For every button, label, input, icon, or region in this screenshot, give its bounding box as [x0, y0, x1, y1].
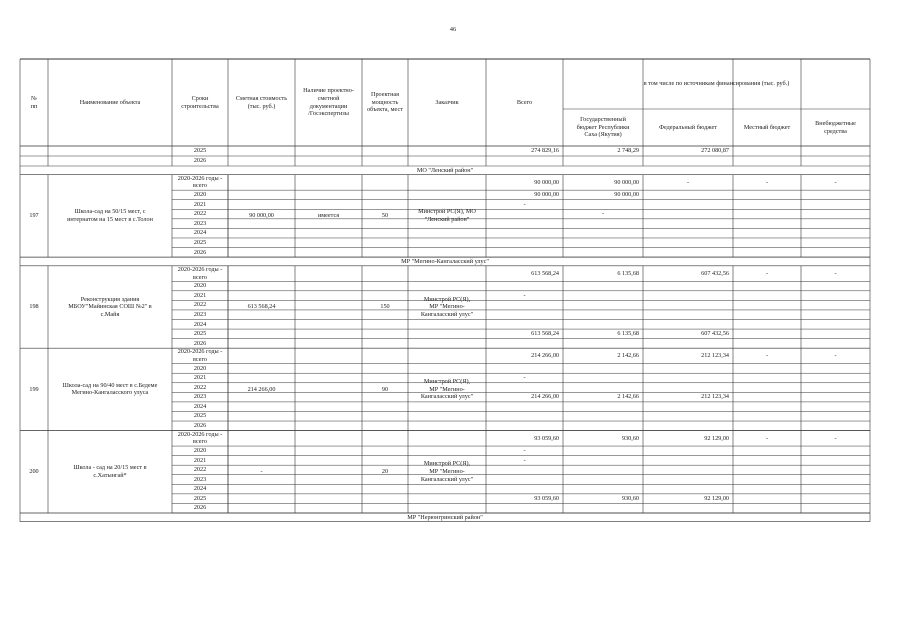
row-year: 2026	[193, 157, 207, 165]
object-docs	[295, 431, 362, 513]
row-federal-budget: 212 123,34	[701, 352, 729, 360]
row-state-budget	[563, 402, 643, 412]
row-local-budget	[733, 329, 801, 339]
row-state-budget	[563, 310, 643, 320]
row-total	[486, 465, 563, 475]
row-local-budget	[733, 364, 801, 374]
header-federal-budget: Федеральный бюджет	[659, 123, 717, 131]
object-docs	[295, 348, 362, 430]
object-name: Школа - сад на 20/15 мест в с.Хатынгай*	[73, 464, 147, 479]
header-cost: Сметная стоимость (тыс. руб.)	[235, 94, 288, 110]
row-state-budget	[563, 484, 643, 494]
row-local-budget	[733, 219, 801, 229]
row-federal-budget	[643, 156, 733, 166]
row-offbudget	[801, 291, 870, 301]
row-offbudget	[801, 146, 870, 156]
row-federal-budget	[643, 238, 733, 248]
object-number: 200	[29, 468, 39, 475]
row-federal-budget: 92 129,00	[704, 494, 729, 502]
row-offbudget	[801, 494, 870, 504]
row-federal-budget: 212 123,34	[701, 393, 729, 401]
row-local-budget	[733, 228, 801, 238]
row-federal-budget: 92 129,00	[704, 434, 729, 442]
row-offbudget	[801, 402, 870, 412]
row-total	[486, 238, 563, 248]
row-local-budget: -	[765, 178, 769, 186]
header-offbudget: Внебюджетные средства	[815, 119, 856, 135]
row-local-budget	[733, 421, 801, 431]
row-state-budget: 6 135,68	[617, 269, 639, 277]
row-year: 2025	[193, 494, 207, 502]
row-total	[486, 421, 563, 431]
object-customer: Минстрой РС(Я), МР "Мегино- Кангаласский улус"	[420, 460, 474, 483]
row-offbudget	[801, 248, 870, 258]
row-year: 2020-2026 годы - всего	[177, 430, 223, 446]
row-federal-budget	[643, 281, 733, 291]
page-number: 46	[449, 26, 457, 33]
row-total: 93 059,60	[534, 494, 559, 502]
row-local-budget	[733, 383, 801, 393]
row-federal-budget	[643, 484, 733, 494]
row-federal-budget	[643, 320, 733, 330]
row-total: 613 568,24	[531, 269, 559, 277]
row-federal-budget	[643, 200, 733, 210]
row-state-budget	[563, 339, 643, 349]
row-total	[486, 411, 563, 421]
row-offbudget	[801, 503, 870, 513]
row-total	[486, 228, 563, 238]
row-offbudget	[801, 364, 870, 374]
row-local-budget	[733, 484, 801, 494]
row-local-budget	[733, 339, 801, 349]
row-total	[486, 248, 563, 258]
row-state-budget	[563, 219, 643, 229]
row-offbudget: -	[834, 269, 837, 277]
row-federal-budget	[643, 310, 733, 320]
row-offbudget	[801, 238, 870, 248]
header-local-budget: Местный бюджет	[743, 123, 791, 131]
object-docs: имеется	[317, 212, 340, 220]
row-year: 2022	[193, 210, 207, 218]
row-offbudget	[801, 209, 870, 219]
row-offbudget	[801, 475, 870, 485]
section-title: МР "Мегино-Кангаласский улус"	[401, 257, 489, 265]
row-state-budget	[563, 456, 643, 466]
row-offbudget	[801, 310, 870, 320]
row-local-budget	[733, 475, 801, 485]
row-year: 2026	[193, 422, 207, 430]
row-state-budget	[563, 248, 643, 258]
row-federal-budget	[643, 475, 733, 485]
object-name: Школа-сад на 50/15 мест, с интернатом на 15 мест в с.Толон	[67, 208, 153, 223]
row-state-budget	[563, 281, 643, 291]
row-year: 2022	[193, 466, 207, 474]
row-total	[486, 475, 563, 485]
row-year: 2025	[193, 330, 207, 338]
row-local-budget	[733, 209, 801, 219]
row-total: 214 266,00	[531, 393, 559, 401]
row-total	[486, 156, 563, 166]
row-year: 2024	[193, 485, 207, 493]
row-local-budget	[733, 300, 801, 310]
row-offbudget: -	[834, 352, 837, 360]
row-year: 2026	[193, 248, 207, 256]
row-federal-budget	[643, 411, 733, 421]
row-state-budget	[563, 156, 643, 166]
row-offbudget	[801, 484, 870, 494]
row-offbudget	[801, 421, 870, 431]
row-federal-budget	[643, 219, 733, 229]
row-local-budget	[733, 200, 801, 210]
row-state-budget	[563, 200, 643, 210]
row-federal-budget	[643, 446, 733, 456]
row-offbudget	[801, 320, 870, 330]
row-total	[486, 484, 563, 494]
row-federal-budget: 272 080,87	[701, 147, 729, 155]
row-local-budget	[733, 146, 801, 156]
row-total	[486, 364, 563, 374]
row-offbudget	[801, 456, 870, 466]
row-state-budget: 2 748,29	[617, 147, 639, 155]
row-state-budget	[563, 411, 643, 421]
row-offbudget	[801, 446, 870, 456]
row-state-budget	[563, 228, 643, 238]
header-customer: Заказчик	[435, 98, 459, 106]
row-state-budget	[563, 503, 643, 513]
object-number: 198	[29, 303, 39, 311]
row-state-budget: 930,60	[621, 434, 639, 442]
row-state-budget: -	[601, 210, 605, 218]
row-total: 93 059,60	[534, 434, 559, 442]
section-title: МО "Ленский район"	[416, 166, 474, 174]
row-year: 2025	[193, 412, 207, 420]
row-year: 2020	[193, 447, 207, 455]
row-total: -	[523, 374, 526, 382]
row-state-budget	[563, 465, 643, 475]
row-state-budget: 90 000,00	[614, 178, 639, 186]
row-federal-budget	[643, 291, 733, 301]
object-capacity: 50	[381, 212, 389, 220]
row-year: 2023	[193, 475, 207, 483]
row-local-budget	[733, 373, 801, 383]
row-state-budget	[563, 320, 643, 330]
row-local-budget	[733, 392, 801, 402]
row-offbudget	[801, 383, 870, 393]
row-year: 2026	[193, 339, 207, 347]
row-offbudget	[801, 281, 870, 291]
row-local-budget	[733, 503, 801, 513]
row-year: 2026	[193, 504, 207, 512]
row-local-budget	[733, 238, 801, 248]
row-total: 90 000,00	[534, 178, 559, 186]
row-state-budget	[563, 238, 643, 248]
row-federal-budget	[643, 248, 733, 258]
row-year: 2020	[193, 191, 207, 199]
row-local-budget	[733, 494, 801, 504]
row-year: 2025	[193, 238, 207, 246]
row-offbudget	[801, 190, 870, 200]
row-offbudget	[801, 156, 870, 166]
row-state-budget	[563, 475, 643, 485]
row-state-budget: 930,60	[621, 494, 639, 502]
row-offbudget	[801, 300, 870, 310]
row-state-budget: 90 000,00	[614, 191, 639, 199]
row-year: 2022	[193, 383, 207, 391]
row-offbudget: -	[834, 178, 837, 186]
row-total	[486, 320, 563, 330]
row-federal-budget	[643, 364, 733, 374]
object-cost: 613 568,24	[247, 303, 276, 311]
row-total: -	[523, 291, 526, 299]
object-capacity: 20	[381, 468, 389, 475]
row-federal-budget	[643, 209, 733, 219]
object-number: 199	[29, 385, 39, 393]
row-state-budget	[563, 446, 643, 456]
row-total: 90 000,00	[534, 191, 559, 199]
row-total: -	[523, 200, 526, 208]
object-docs	[295, 266, 362, 348]
row-year: 2021	[193, 374, 207, 382]
object-cost: 214 266,00	[247, 385, 276, 393]
row-total: -	[523, 447, 526, 455]
header-terms: Сроки строительства	[181, 94, 219, 110]
row-offbudget	[801, 329, 870, 339]
row-total	[486, 503, 563, 513]
row-offbudget	[801, 392, 870, 402]
row-year: 2021	[193, 291, 207, 299]
row-local-budget: -	[765, 434, 769, 442]
object-name: Реконструкция здания МБОУ"Майинская СОШ №2" в с.Майя	[68, 295, 152, 318]
object-cost: 90 000,00	[249, 212, 274, 220]
row-state-budget	[563, 373, 643, 383]
row-federal-budget	[643, 383, 733, 393]
row-offbudget	[801, 411, 870, 421]
row-year: 2023	[193, 393, 207, 401]
row-total: 214 266,00	[531, 352, 559, 360]
row-federal-budget	[643, 373, 733, 383]
row-federal-budget	[643, 339, 733, 349]
row-year: 2021	[193, 456, 207, 464]
header-object-name: Наименование объекта	[79, 98, 141, 106]
row-local-budget	[733, 411, 801, 421]
row-offbudget: -	[834, 434, 837, 442]
row-year: 2023	[193, 310, 207, 318]
row-local-budget	[733, 456, 801, 466]
row-year: 2024	[193, 229, 207, 237]
row-federal-budget: 607 432,56	[701, 269, 729, 277]
row-total	[486, 300, 563, 310]
row-state-budget	[563, 291, 643, 301]
header-capacity: Проектная мощность объекта, мест	[367, 91, 403, 114]
object-customer: Минстрой РС(Я), МР "Мегино- Кангаласский улус"	[420, 295, 474, 318]
row-local-budget	[733, 465, 801, 475]
header-sources-group: в том числе по источникам финансирования (тыс. руб.)	[643, 80, 790, 88]
row-total	[486, 402, 563, 412]
row-total: 274 829,16	[531, 147, 559, 155]
row-year: 2020-2026 годы - всего	[177, 265, 223, 281]
row-offbudget	[801, 465, 870, 475]
row-offbudget	[801, 219, 870, 229]
row-local-budget	[733, 281, 801, 291]
row-local-budget	[733, 190, 801, 200]
row-local-budget	[733, 320, 801, 330]
row-state-budget	[563, 300, 643, 310]
object-capacity: 90	[381, 385, 389, 393]
row-state-budget: 6 135,68	[617, 330, 639, 338]
row-total	[486, 383, 563, 393]
row-offbudget	[801, 200, 870, 210]
row-state-budget	[563, 383, 643, 393]
row-local-budget	[733, 402, 801, 412]
row-federal-budget: -	[686, 178, 690, 186]
header-total: Всего	[516, 98, 533, 106]
row-state-budget	[563, 421, 643, 431]
row-federal-budget	[643, 190, 733, 200]
row-total	[486, 339, 563, 349]
row-year: 2023	[193, 219, 207, 227]
header-number: № пп	[30, 94, 38, 110]
row-federal-budget	[643, 402, 733, 412]
object-number: 197	[29, 212, 39, 220]
row-year: 2020	[193, 364, 207, 372]
row-federal-budget	[643, 465, 733, 475]
row-offbudget	[801, 373, 870, 383]
row-year: 2024	[193, 402, 207, 410]
row-year: 2021	[193, 200, 207, 208]
section-title: МР "Нерюнгринский район"	[407, 513, 483, 521]
object-name: Школа-сад на 90/40 мест в с.Бедеме Мегино-Кангаласского улуса	[62, 381, 158, 397]
row-year: 2024	[193, 320, 207, 328]
row-total	[486, 219, 563, 229]
row-state-budget: 2 142,66	[617, 393, 639, 401]
header-state-budget: Государственный бюджет Республики Саха (Якутия)	[576, 116, 630, 139]
row-total	[486, 310, 563, 320]
row-local-budget	[733, 310, 801, 320]
row-total	[486, 281, 563, 291]
row-state-budget	[563, 364, 643, 374]
row-local-budget	[733, 291, 801, 301]
row-federal-budget	[643, 503, 733, 513]
row-federal-budget: 607 432,56	[701, 330, 729, 338]
row-total: -	[523, 456, 526, 464]
row-offbudget	[801, 339, 870, 349]
row-year: 2022	[193, 301, 207, 309]
row-federal-budget	[643, 300, 733, 310]
row-local-budget	[733, 156, 801, 166]
object-capacity: 150	[380, 303, 390, 311]
row-local-budget: -	[765, 352, 769, 360]
row-year: 2020-2026 годы - всего	[177, 174, 223, 190]
row-year: 2020-2026 годы - всего	[177, 348, 223, 363]
row-local-budget: -	[765, 269, 769, 277]
row-total	[486, 209, 563, 219]
object-cost: -	[260, 468, 263, 475]
row-offbudget	[801, 228, 870, 238]
row-year: 2025	[193, 147, 207, 155]
row-local-budget	[733, 248, 801, 258]
row-year: 2020	[193, 282, 207, 290]
object-customer: Минстрой РС(Я), МО "Ленский район"	[418, 208, 476, 223]
header-docs: Наличие проектно- сметной документации /Госэкспертизы	[303, 87, 354, 118]
row-federal-budget	[643, 456, 733, 466]
row-total: 613 568,24	[531, 330, 559, 338]
row-federal-budget	[643, 421, 733, 431]
row-local-budget	[733, 446, 801, 456]
object-customer: Минстрой РС(Я), МР "Мегино- Кангаласский улус"	[420, 378, 474, 401]
row-state-budget: 2 142,66	[617, 352, 639, 360]
row-federal-budget	[643, 228, 733, 238]
